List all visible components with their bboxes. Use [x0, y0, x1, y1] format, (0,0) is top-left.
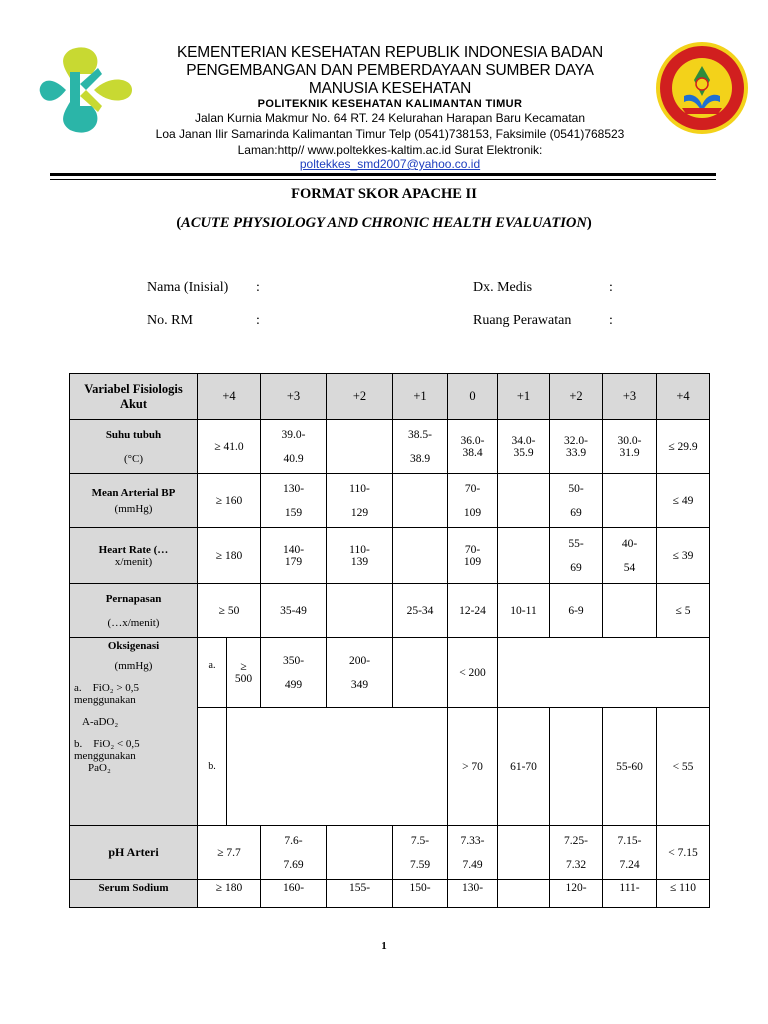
- cell: 7.6- 7.69: [261, 826, 327, 880]
- address-line-3: Laman:http// www.poltekkes-kaltim.ac.id Surat Elektronik:: [237, 143, 543, 157]
- cell: 150-: [393, 880, 448, 908]
- cell: 70- 109: [448, 474, 498, 528]
- field-nama-colon: :: [256, 280, 260, 295]
- cell: 50- 69: [550, 474, 603, 528]
- cell: 25-34: [393, 584, 448, 638]
- cell: < 7.15: [657, 826, 710, 880]
- header-minus3: +3: [603, 374, 657, 420]
- cell: [603, 584, 657, 638]
- field-ruang-colon: :: [609, 313, 613, 328]
- cell: 130-: [448, 880, 498, 908]
- cell: [327, 420, 393, 474]
- cell: [327, 826, 393, 880]
- header-plus1: +1: [393, 374, 448, 420]
- cell: > 70: [448, 708, 498, 826]
- cell: ≥ 500: [227, 638, 261, 708]
- row-label-rr: Pernapasan (…x/menit): [70, 584, 198, 638]
- row-label-hr: Heart Rate (… x/menit): [70, 528, 198, 584]
- doc-subtitle: (ACUTE PHYSIOLOGY AND CHRONIC HEALTH EVALUATION): [176, 215, 592, 231]
- cell: 30.0- 31.9: [603, 420, 657, 474]
- table-row-ph: [70, 826, 710, 880]
- header-plus2: +2: [327, 374, 393, 420]
- cell: [498, 826, 550, 880]
- header-minus2: +2: [550, 374, 603, 420]
- cell: 120-: [550, 880, 603, 908]
- cell: 7.25- 7.32: [550, 826, 603, 880]
- cell: 7.33- 7.49: [448, 826, 498, 880]
- header-plus4: +4: [198, 374, 261, 420]
- row-label-suhu: Suhu tubuh (°C): [70, 420, 198, 474]
- cell: ≤ 5: [657, 584, 710, 638]
- table-row-oks-a: [70, 638, 710, 708]
- cell: 155-: [327, 880, 393, 908]
- cell: 111-: [603, 880, 657, 908]
- header-minus4: +4: [657, 374, 710, 420]
- cell: 350- 499: [261, 638, 327, 708]
- header-plus3: +3: [261, 374, 327, 420]
- poltekkes-seal: [654, 40, 750, 136]
- cell: 34.0- 35.9: [498, 420, 550, 474]
- field-nama-label: Nama (Inisial): [147, 280, 229, 295]
- cell: 36.0- 38.4: [448, 420, 498, 474]
- cell: 35-49: [261, 584, 327, 638]
- table-row-map: [70, 474, 710, 528]
- field-norm-label: No. RM: [147, 313, 193, 328]
- cell: 200- 349: [327, 638, 393, 708]
- cell: [393, 638, 448, 708]
- cell: b.: [198, 708, 227, 826]
- table-header-row: [70, 374, 710, 420]
- cell: 32.0- 33.9: [550, 420, 603, 474]
- cell: 61-70: [498, 708, 550, 826]
- table-row-na: [70, 880, 710, 908]
- page-number: 1: [381, 940, 387, 952]
- ministry-line-3: MANUSIA KESEHATAN: [308, 80, 472, 97]
- cell: ≤ 49: [657, 474, 710, 528]
- kemenkes-logo: [36, 44, 136, 136]
- cell: a.: [198, 638, 227, 708]
- email-link[interactable]: poltekkes_smd2007@yahoo.co.id: [299, 157, 481, 171]
- cell: 10-11: [498, 584, 550, 638]
- cell: 55-60: [603, 708, 657, 826]
- ministry-line-2: PENGEMBANGAN DAN PEMBERDAYAAN SUMBER DAYA: [186, 62, 594, 79]
- cell: [498, 880, 550, 908]
- row-label-map: Mean Arterial BP (mmHg): [70, 474, 198, 528]
- field-dx-colon: :: [609, 280, 613, 295]
- cell: ≥ 41.0: [198, 420, 261, 474]
- cell: ≤ 110: [657, 880, 710, 908]
- cell: [603, 474, 657, 528]
- cell: 7.15- 7.24: [603, 826, 657, 880]
- cell: 6-9: [550, 584, 603, 638]
- cell: ≥ 7.7: [198, 826, 261, 880]
- cell: [227, 708, 448, 826]
- cell: 39.0- 40.9: [261, 420, 327, 474]
- row-label-na: Serum Sodium: [70, 880, 198, 908]
- cell: [393, 474, 448, 528]
- header-minus1: +1: [498, 374, 550, 420]
- cell: 40- 54: [603, 528, 657, 584]
- doc-title: FORMAT SKOR APACHE II: [291, 186, 477, 202]
- cell: 70- 109: [448, 528, 498, 584]
- cell: 55- 69: [550, 528, 603, 584]
- table-row-hr: [70, 528, 710, 584]
- cell: 110- 129: [327, 474, 393, 528]
- cell: ≥ 180: [198, 528, 261, 584]
- cell: [550, 708, 603, 826]
- cell: ≤ 29.9: [657, 420, 710, 474]
- cell: ≥ 180: [198, 880, 261, 908]
- field-ruang-label: Ruang Perawatan: [473, 313, 572, 328]
- cell: 160-: [261, 880, 327, 908]
- cell: 110- 139: [327, 528, 393, 584]
- header-variable: Variabel Fisiologis Akut: [70, 374, 198, 420]
- cell: ≥ 160: [198, 474, 261, 528]
- cell: ≤ 39: [657, 528, 710, 584]
- cell: ≥ 50: [198, 584, 261, 638]
- row-label-ph: pH Arteri: [70, 826, 198, 880]
- field-dx-label: Dx. Medis: [473, 280, 533, 295]
- cell: [393, 528, 448, 584]
- row-label-oks: Oksigenasi (mmHg) a. FiO₂ > 0,5 menggunakan A-aDO₂ b. FiO₂ < 0,5 menggunakan PaO₂: [70, 638, 198, 826]
- cell: [327, 584, 393, 638]
- header-rule-thin: [50, 179, 716, 180]
- cell: 130- 159: [261, 474, 327, 528]
- header-rule-thick: [50, 173, 716, 176]
- school-name: POLITEKNIK KESEHATAN KALIMANTAN TIMUR: [257, 98, 523, 110]
- field-norm-colon: :: [256, 313, 260, 328]
- cell: [498, 474, 550, 528]
- apache-table: [69, 373, 710, 908]
- table-row-rr: [70, 584, 710, 638]
- table-row-suhu: [70, 420, 710, 474]
- address-line-2: Loa Janan Ilir Samarinda Kalimantan Timur Telp (0541)738153, Faksimile (0541)768523: [155, 127, 625, 141]
- address-line-1: Jalan Kurnia Makmur No. 64 RT. 24 Kelurahan Harapan Baru Kecamatan: [195, 111, 585, 125]
- cell: 12-24: [448, 584, 498, 638]
- email-line: [140, 156, 640, 172]
- cell: < 200: [448, 638, 498, 708]
- cell: [498, 638, 710, 708]
- cell: 7.5- 7.59: [393, 826, 448, 880]
- cell: [498, 528, 550, 584]
- ministry-line-1: KEMENTERIAN KESEHATAN REPUBLIK INDONESIA BADAN: [176, 44, 604, 61]
- header-zero: 0: [448, 374, 498, 420]
- cell: 140- 179: [261, 528, 327, 584]
- cell: 38.5- 38.9: [393, 420, 448, 474]
- cell: < 55: [657, 708, 710, 826]
